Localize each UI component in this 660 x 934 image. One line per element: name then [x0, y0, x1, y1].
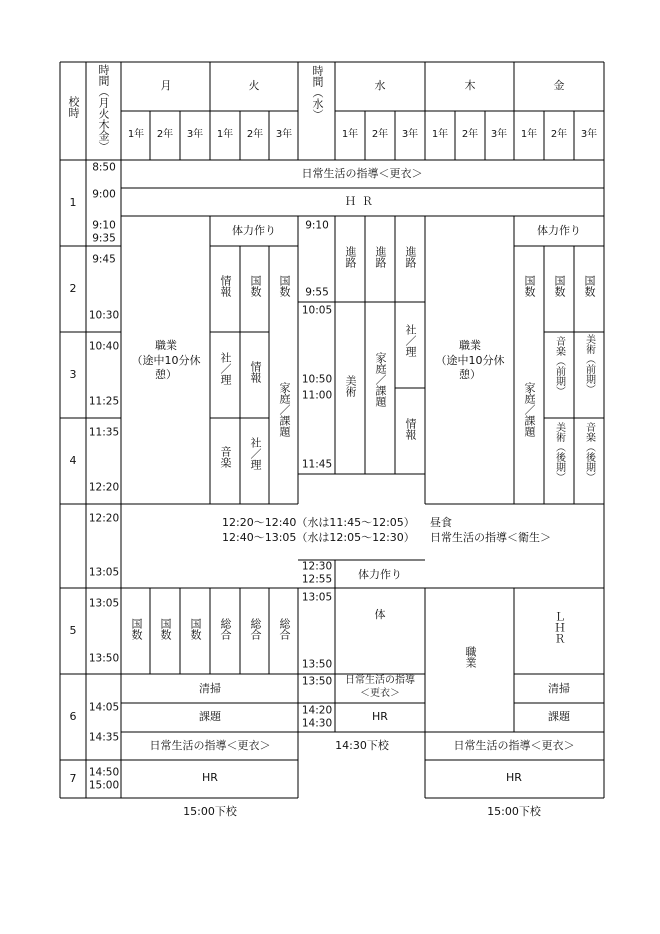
wed-time-label: 10:05 — [301, 304, 333, 317]
tue-p2-g1: 情報 — [219, 275, 233, 297]
tue-p5-g3: 総合 — [278, 618, 292, 640]
period-number: 1 — [69, 196, 77, 210]
grade-1: 1年 — [127, 128, 145, 140]
wed-time-label: 12:55 — [301, 573, 333, 586]
grade-2: 2年 — [156, 128, 174, 140]
tue-p2-g2: 国数 — [249, 275, 263, 297]
wed-time-label: 14:30 — [301, 717, 333, 730]
tue-p4-g1: 音楽 — [219, 446, 233, 468]
wed-time-label: 9:10 — [305, 219, 329, 232]
mon-p5-g2: 国数 — [159, 618, 173, 640]
day-wed: 水 — [374, 79, 386, 93]
tue-p3-g1: 社／理 — [219, 352, 233, 385]
wed-p4-g3: 情報 — [404, 418, 418, 440]
period-number: 5 — [69, 624, 77, 638]
tue-p5-g2: 総合 — [249, 618, 263, 640]
grade-1: 1年 — [520, 128, 538, 140]
thu-p5-job: 職業 — [464, 646, 478, 668]
tue-p2-g3: 国数 — [278, 275, 292, 297]
lunch-label: 昼食 — [430, 516, 452, 529]
homeroom-afternoon: HR — [202, 771, 218, 785]
grade-3: 3年 — [401, 128, 419, 140]
fri-p2-g2: 国数 — [553, 275, 567, 297]
fri-p2-g3: 国数 — [583, 275, 597, 297]
tue-fitness: 体力作り — [232, 224, 276, 238]
grade-3: 3年 — [186, 128, 204, 140]
day-tue: 火 — [248, 79, 260, 93]
grade-3: 3年 — [275, 128, 293, 140]
time-label: 14:35 — [88, 731, 120, 744]
daily-life-guidance-afternoon: 日常生活の指導＜更衣＞ — [149, 739, 271, 753]
wed-time-label: 10:50 — [301, 373, 333, 386]
thu-job-note: （途中10分休 — [435, 354, 505, 368]
period-number: 6 — [69, 710, 77, 724]
mon-job-note: （途中10分休 — [131, 354, 201, 368]
lunch-time: 12:20〜12:40（水は11:45〜12:05） — [222, 516, 415, 529]
wed-time-label: 13:05 — [301, 591, 333, 604]
tue-p5-g1: 総合 — [219, 618, 233, 640]
lunch-time: 12:40〜13:05（水は12:05〜12:30） — [222, 531, 415, 544]
header-period: 校時 — [67, 96, 81, 118]
period-number: 4 — [69, 454, 77, 468]
grade-1: 1年 — [341, 128, 359, 140]
fri-p3-g3: 美術（前期） — [583, 334, 595, 394]
grade-1: 1年 — [431, 128, 449, 140]
fri-fitness: 体力作り — [537, 224, 581, 238]
header-time-mtf: 時間（月火木金） — [97, 64, 111, 152]
tue-g3-home-task: 家庭／課題 — [278, 382, 292, 437]
grade-2: 2年 — [461, 128, 479, 140]
mon-job: 職業 — [155, 339, 177, 353]
tue-p4-g2: 社／理 — [249, 437, 263, 470]
cleaning: 清掃 — [199, 682, 221, 696]
day-thu: 木 — [464, 79, 476, 93]
time-label: 13:05 — [88, 566, 120, 579]
dismissal-mon-tue: 15:00下校 — [183, 805, 237, 819]
time-label: 9:45 — [92, 253, 116, 266]
time-label: 9:00 — [92, 188, 116, 201]
wed-fitness: 体力作り — [358, 568, 402, 582]
time-label: 12:20 — [88, 481, 120, 494]
wed-time-label: 14:20 — [301, 704, 333, 717]
fri-p3-g2: 音楽（前期） — [553, 336, 565, 396]
lunch-label: 日常生活の指導＜衛生＞ — [430, 531, 551, 544]
task: 課題 — [199, 710, 221, 724]
wed-time-label: 13:50 — [301, 675, 333, 688]
header-time-wed: 時間（水） — [311, 65, 325, 120]
fri-p2-g1: 国数 — [523, 275, 537, 297]
time-label: 11:35 — [88, 426, 120, 439]
wed-p1-g1: 進路 — [344, 246, 358, 268]
tue-p3-g2: 情報 — [249, 361, 263, 383]
fri-g1-home-task: 家庭／課題 — [523, 382, 537, 437]
wed-p1-g3: 進路 — [404, 246, 418, 268]
wed-time-label: 9:55 — [305, 286, 329, 299]
wed-pe: 体 — [374, 608, 386, 622]
wed-art: 美術 — [344, 375, 358, 397]
fri-p4-g2: 美術（後期） — [553, 422, 565, 482]
wed-hr: HR — [372, 710, 388, 724]
fri-lhr: ＬＨＲ — [553, 611, 567, 644]
time-label: 15:00 — [88, 779, 120, 792]
time-label: 9:35 — [92, 232, 116, 245]
dismissal-wed: 14:30下校 — [335, 739, 389, 753]
grade-1: 1年 — [216, 128, 234, 140]
homeroom-afternoon: HR — [506, 771, 522, 785]
daily-life-guidance-morning: 日常生活の指導＜更衣＞ — [301, 167, 423, 181]
time-label: 12:20 — [88, 512, 120, 525]
time-label: 14:50 — [88, 766, 120, 779]
day-fri: 金 — [553, 79, 565, 93]
mon-p5-g3: 国数 — [189, 618, 203, 640]
time-label: 10:30 — [88, 309, 120, 322]
grade-2: 2年 — [371, 128, 389, 140]
wed-daily-guidance: ＜更衣＞ — [360, 687, 400, 699]
fri-p4-g3: 音楽（後期） — [583, 422, 595, 482]
wed-time-label: 11:00 — [301, 389, 333, 402]
dismissal-thu-fri: 15:00下校 — [487, 805, 541, 819]
time-label: 11:25 — [88, 395, 120, 408]
day-mon: 月 — [160, 79, 172, 93]
time-label: 14:05 — [88, 701, 120, 714]
thu-job-note: 憩） — [459, 368, 481, 382]
wed-home-task: 家庭／課題 — [374, 352, 388, 407]
thu-job: 職業 — [459, 339, 481, 353]
period-number: 3 — [69, 368, 77, 382]
daily-life-guidance-afternoon: 日常生活の指導＜更衣＞ — [453, 739, 575, 753]
grade-3: 3年 — [580, 128, 598, 140]
mon-p5-g1: 国数 — [130, 618, 144, 640]
time-label: 13:05 — [88, 597, 120, 610]
time-label: 10:40 — [88, 340, 120, 353]
wed-time-label: 11:45 — [301, 458, 333, 471]
time-label: 13:50 — [88, 652, 120, 665]
wed-p1-g2: 進路 — [374, 246, 388, 268]
wed-daily-guidance: 日常生活の指導 — [345, 674, 415, 686]
mon-job-note: 憩） — [155, 368, 177, 382]
homeroom-morning: ＨＲ — [345, 195, 379, 209]
period-number: 2 — [69, 282, 77, 296]
period-number: 7 — [69, 772, 77, 786]
grade-2: 2年 — [246, 128, 264, 140]
wed-time-label: 13:50 — [301, 658, 333, 671]
wed-time-label: 12:30 — [301, 560, 333, 573]
grade-3: 3年 — [490, 128, 508, 140]
time-label: 8:50 — [92, 161, 116, 174]
time-label: 9:10 — [92, 219, 116, 232]
wed-p3-g3: 社／理 — [404, 324, 418, 357]
cleaning: 清掃 — [548, 682, 570, 696]
grade-2: 2年 — [550, 128, 568, 140]
task: 課題 — [548, 710, 570, 724]
